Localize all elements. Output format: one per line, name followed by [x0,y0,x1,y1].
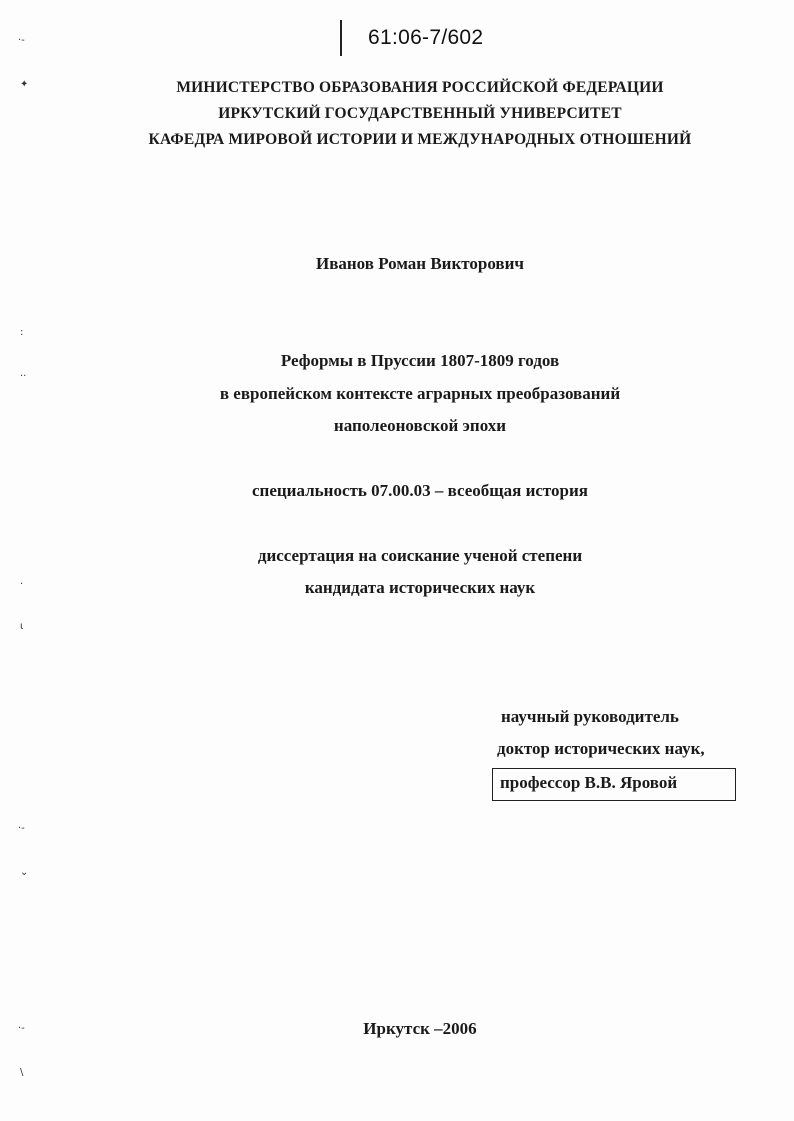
author-name: Иванов Роман Викторович [315,254,524,273]
thesis-title-line-1: Реформы в Пруссии 1807-1809 годов [280,351,560,370]
supervisor-name-box [492,768,736,801]
supervisor-name: профессор В.В. Яровой [500,773,678,792]
scan-speck: · [20,579,24,590]
degree-line-1: диссертация на соискание ученой степени [257,546,583,565]
place-and-year: Иркутск –2006 [363,1019,477,1038]
degree-line-2: кандидата исторических наук [304,578,536,597]
scan-speck: ·· [20,371,27,382]
scan-speck: \ [20,1067,24,1078]
scan-speck: ·- [18,823,25,834]
thesis-title-line-3: наполеоновской эпохи [333,416,507,435]
scan-speck: ⌄ [20,867,29,878]
catalog-divider [340,20,342,56]
scan-speck: : [20,327,24,338]
specialty-line: специальность 07.00.03 – всеобщая история [252,481,588,500]
department-heading: КАФЕДРА МИРОВОЙ ИСТОРИИ И МЕЖДУНАРОДНЫХ ОТНОШЕНИЙ [148,131,692,148]
university-heading: ИРКУТСКИЙ ГОСУДАРСТВЕННЫЙ УНИВЕРСИТЕТ [218,105,622,122]
supervisor-role: научный руководитель [501,707,679,726]
thesis-title-line-2: в европейском контексте аграрных преобразований [219,384,621,403]
scan-speck: ι [20,621,24,632]
ministry-heading: МИНИСТЕРСТВО ОБРАЗОВАНИЯ РОССИЙСКОЙ ФЕДЕРАЦИИ [176,79,664,96]
scan-speck: ·- [18,1023,25,1034]
scan-speck: ✦ [20,79,29,90]
scan-speck: ·- [18,35,25,46]
catalog-number: 61:06-7/602 [368,26,484,49]
supervisor-degree: доктор исторических наук, [497,739,705,758]
